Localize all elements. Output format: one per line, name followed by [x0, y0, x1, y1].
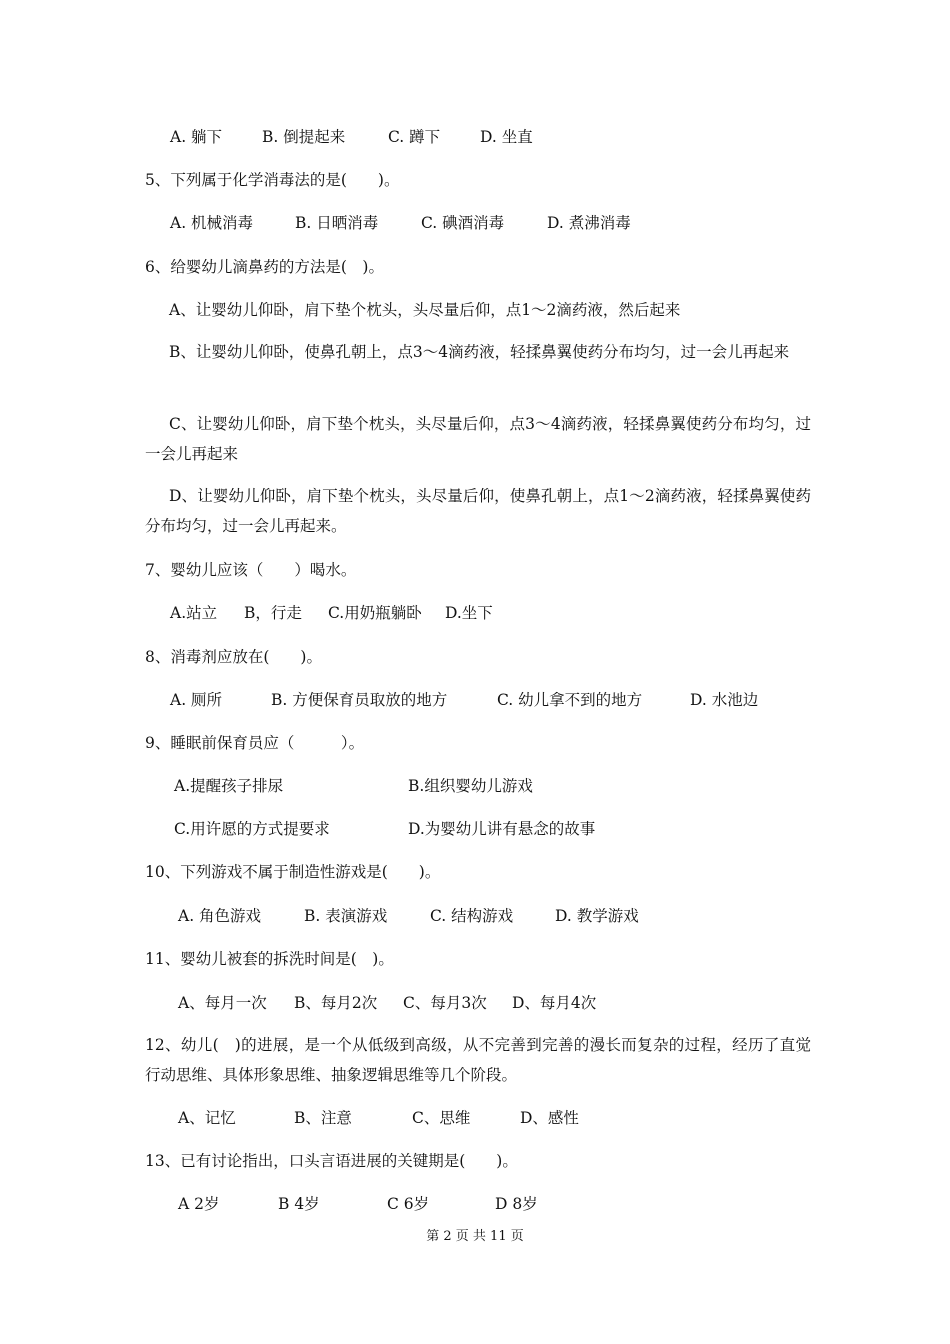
- q4-option-c: C. 蹲下: [388, 128, 441, 146]
- q11-option-a: A、每月一次: [178, 994, 267, 1012]
- q11-option-b: B、每月2次: [294, 994, 378, 1012]
- q7-option-a: A.站立: [170, 604, 218, 622]
- q10-stem: 10、下列游戏不属于制造性游戏是( )。: [145, 863, 441, 881]
- q6-option-d: D、让婴幼儿仰卧，肩下垫个枕头，头尽量后仰，使鼻孔朝上，点1～2滴药液，轻揉鼻翼使药分布均匀，过一会儿再起来。: [145, 487, 811, 535]
- q4-option-a: A. 躺下: [170, 128, 223, 146]
- q5-option-b: B. 日晒消毒: [295, 214, 379, 232]
- q13-option-d: D 8岁: [495, 1195, 538, 1213]
- q11-option-d: D、每月4次: [512, 994, 597, 1012]
- q7-stem: 7、婴幼儿应该（ ）喝水。: [145, 561, 357, 579]
- q13-stem: 13、已有讨论指出，口头言语进展的关键期是( )。: [145, 1152, 518, 1170]
- q6-option-b: B、让婴幼儿仰卧，使鼻孔朝上，点3～4滴药液，轻揉鼻翼使药分布均匀，过一会儿再起来: [169, 343, 790, 361]
- q11-option-c: C、每月3次: [403, 994, 487, 1012]
- q6-option-a: A、让婴幼儿仰卧，肩下垫个枕头，头尽量后仰，点1～2滴药液，然后起来: [169, 301, 681, 319]
- q8-option-a: A. 厕所: [170, 691, 223, 709]
- q12-option-d: D、感性: [520, 1109, 579, 1127]
- q9-option-d: D.为婴幼儿讲有悬念的故事: [408, 820, 596, 838]
- q9-option-b: B.组织婴幼儿游戏: [408, 777, 533, 795]
- q5-option-a: A. 机械消毒: [170, 214, 254, 232]
- q8-stem: 8、消毒剂应放在( )。: [145, 648, 322, 666]
- q5-option-d: D. 煮沸消毒: [547, 214, 631, 232]
- q7-option-b: B，行走: [244, 604, 302, 622]
- q4-option-d: D. 坐直: [480, 128, 533, 146]
- q7-option-d: D.坐下: [445, 604, 493, 622]
- q13-option-a: A 2岁: [178, 1195, 220, 1213]
- q9-stem: 9、睡眠前保育员应（ ）。: [145, 734, 365, 752]
- q5-stem: 5、下列属于化学消毒法的是( )。: [145, 171, 400, 189]
- q10-option-d: D. 教学游戏: [555, 907, 639, 925]
- q10-option-b: B. 表演游戏: [304, 907, 388, 925]
- page-number: 第 2 页 共 11 页: [426, 1229, 524, 1244]
- q7-option-c: C.用奶瓶躺卧: [328, 604, 422, 622]
- q6-stem: 6、给婴幼儿滴鼻药的方法是( )。: [145, 258, 384, 276]
- q12-stem: 12、幼儿( )的进展，是一个从低级到高级，从不完善到完善的漫长而复杂的过程，经历了直觉行动思维、具体形象思维、抽象逻辑思维等几个阶段。: [145, 1036, 811, 1084]
- q10-option-c: C. 结构游戏: [430, 907, 514, 925]
- q8-option-c: C. 幼儿拿不到的地方: [497, 691, 643, 709]
- q12-option-b: B、注意: [294, 1109, 352, 1127]
- q6-option-c: C、让婴幼儿仰卧，肩下垫个枕头，头尽量后仰，点3～4滴药液，轻揉鼻翼使药分布均匀，过一会儿再起来: [145, 415, 811, 463]
- q4-option-b: B. 倒提起来: [262, 128, 346, 146]
- q10-option-a: A. 角色游戏: [178, 907, 262, 925]
- q9-option-a: A.提醒孩子排尿: [174, 777, 284, 795]
- q9-option-c: C.用许愿的方式提要求: [174, 820, 330, 838]
- q12-option-c: C、思维: [412, 1109, 471, 1127]
- q8-option-d: D. 水池边: [690, 691, 759, 709]
- q11-stem: 11、婴幼儿被套的拆洗时间是( )。: [145, 950, 394, 968]
- q12-option-a: A、记忆: [178, 1109, 236, 1127]
- q5-option-c: C. 碘酒消毒: [421, 214, 505, 232]
- q8-option-b: B. 方便保育员取放的地方: [271, 691, 448, 709]
- q13-option-b: B 4岁: [278, 1195, 320, 1213]
- q13-option-c: C 6岁: [387, 1195, 430, 1213]
